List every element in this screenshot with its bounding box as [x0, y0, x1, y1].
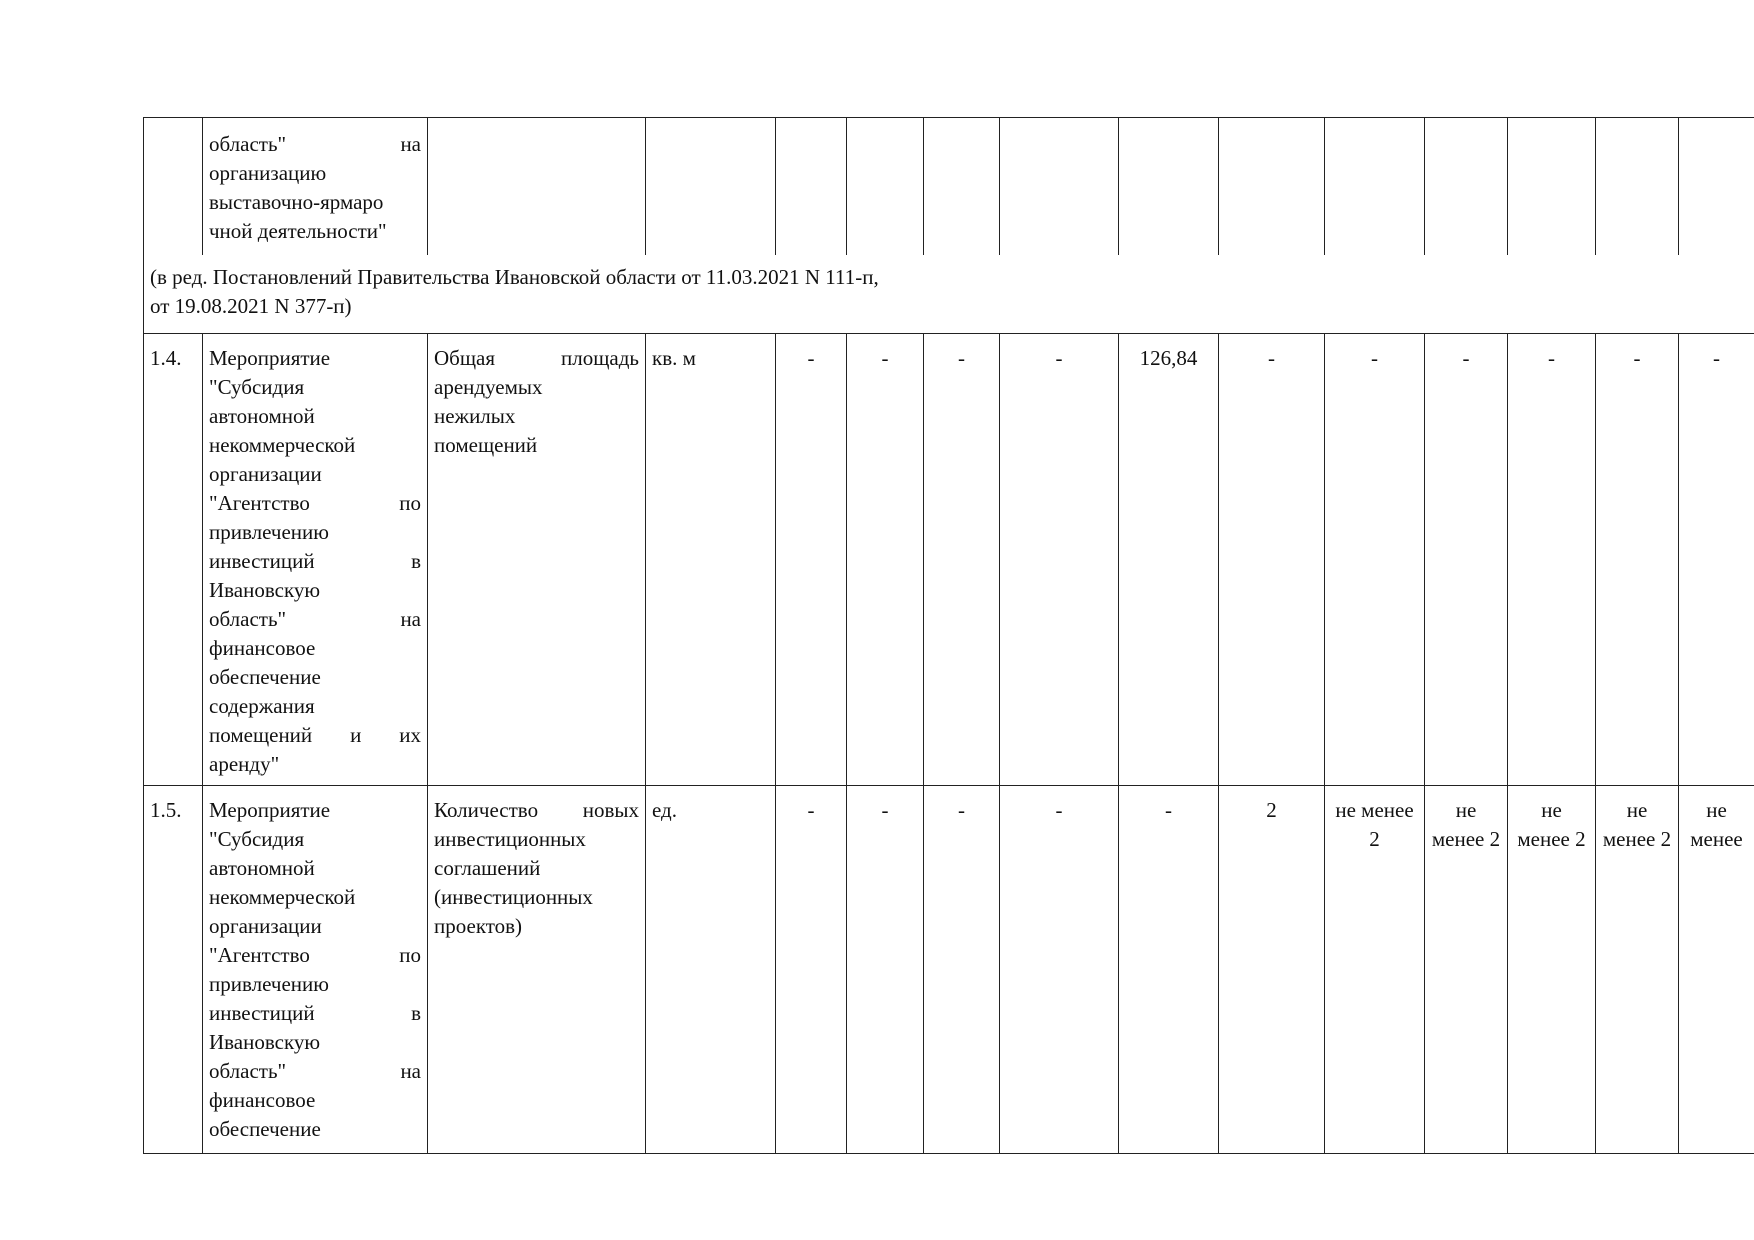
name-line: организации: [209, 462, 322, 486]
cell-value: -: [924, 786, 1000, 1154]
cell-value: -: [1679, 334, 1754, 786]
name-line: содержания: [209, 694, 315, 718]
indicator-line: инвестиционных: [434, 827, 586, 851]
cell-num: 1.4.: [144, 334, 203, 786]
name-line: некоммерческой: [209, 885, 356, 909]
table-row: [144, 334, 1754, 786]
cell-unit: [646, 118, 776, 255]
cell-value: не менее 2: [1325, 786, 1425, 1154]
cell-value: -: [1000, 786, 1119, 1154]
table-row: [144, 786, 1754, 1154]
indicator-line: соглашений: [434, 856, 541, 880]
name-line: финансовое: [209, 636, 316, 660]
cell-value: -: [1425, 334, 1508, 786]
indicator-line: (инвестиционных: [434, 885, 593, 909]
name-line: финансовое: [209, 1088, 316, 1112]
name-line: Ивановскую: [209, 1030, 321, 1054]
name-line: область" на: [209, 607, 421, 631]
cell-unit: кв. м: [646, 334, 776, 786]
indicator-line: проектов): [434, 914, 523, 938]
name-line: обеспечение: [209, 665, 321, 689]
cell-value: [1679, 118, 1754, 255]
name-line: область" на: [209, 1059, 421, 1083]
name-line: привлечению: [209, 520, 329, 544]
cell-value: -: [1596, 334, 1679, 786]
name-line: Ивановскую: [209, 578, 321, 602]
name-line: автономной: [209, 404, 315, 428]
indicator-line: помещений: [434, 433, 538, 457]
indicator-line: Общая площадь: [434, 346, 639, 370]
cell-value: -: [776, 334, 847, 786]
cell-value: [776, 118, 847, 255]
cell-name: [203, 786, 428, 1154]
indicator-line: арендуемых: [434, 375, 543, 399]
name-line: организации: [209, 914, 322, 938]
name-line: аренду": [209, 752, 280, 776]
cell-num: [144, 118, 203, 255]
name-line: Мероприятие: [209, 346, 331, 370]
cell-name: [203, 118, 428, 255]
name-line: инвестиций в: [209, 549, 421, 573]
amendment-note-line: от 19.08.2021 N 377-п): [150, 293, 352, 318]
cell-unit: ед.: [646, 786, 776, 1154]
name-line: помещений и их: [209, 723, 421, 747]
cell-value: [1000, 118, 1119, 255]
cell-value: -: [847, 786, 924, 1154]
amendment-note-line: (в ред. Постановлений Правительства Ивановской области от 11.03.2021 N 111-п,: [150, 264, 879, 289]
name-line: выставочно-ярмаро: [209, 190, 384, 214]
name-line: чной деятельности": [209, 219, 387, 243]
cell-value: не менее 2: [1596, 786, 1679, 1154]
name-line: инвестиций в: [209, 1001, 421, 1025]
cell-value: [1425, 118, 1508, 255]
cell-indicator: [428, 118, 646, 255]
amendment-note-row: [144, 255, 1754, 334]
name-line: "Агентство по: [209, 491, 421, 515]
cell-value: [1508, 118, 1596, 255]
name-line: Мероприятие: [209, 798, 331, 822]
cell-indicator: [428, 786, 646, 1154]
program-indicators-table: [143, 117, 1754, 1154]
cell-value: [1219, 118, 1325, 255]
name-line: "Субсидия: [209, 375, 305, 399]
name-line: область" на: [209, 132, 421, 156]
cell-num: 1.5.: [144, 786, 203, 1154]
cell-value: 126,84: [1119, 334, 1219, 786]
cell-value: -: [924, 334, 1000, 786]
name-line: "Агентство по: [209, 943, 421, 967]
name-line: привлечению: [209, 972, 329, 996]
name-line: автономной: [209, 856, 315, 880]
cell-value: -: [1508, 334, 1596, 786]
cell-value: -: [1119, 786, 1219, 1154]
indicator-line: нежилых: [434, 404, 516, 428]
cell-value: [847, 118, 924, 255]
cell-value: [1119, 118, 1219, 255]
cell-value: -: [1325, 334, 1425, 786]
name-line: обеспечение: [209, 1117, 321, 1141]
cell-value: [1596, 118, 1679, 255]
cell-value: не менее 2: [1508, 786, 1596, 1154]
cell-value: [924, 118, 1000, 255]
cell-value: -: [847, 334, 924, 786]
cell-name: [203, 334, 428, 786]
cell-value: [1325, 118, 1425, 255]
cell-value: -: [776, 786, 847, 1154]
cell-value: не менее: [1679, 786, 1754, 1154]
cell-value: -: [1219, 334, 1325, 786]
cell-indicator: [428, 334, 646, 786]
name-line: "Субсидия: [209, 827, 305, 851]
cell-value: не менее 2: [1425, 786, 1508, 1154]
cell-value: 2: [1219, 786, 1325, 1154]
indicator-line: Количество новых: [434, 798, 639, 822]
table-row-continuation: [144, 118, 1754, 255]
name-line: некоммерческой: [209, 433, 356, 457]
cell-value: -: [1000, 334, 1119, 786]
name-line: организацию: [209, 161, 327, 185]
amendment-note: [144, 255, 1754, 334]
